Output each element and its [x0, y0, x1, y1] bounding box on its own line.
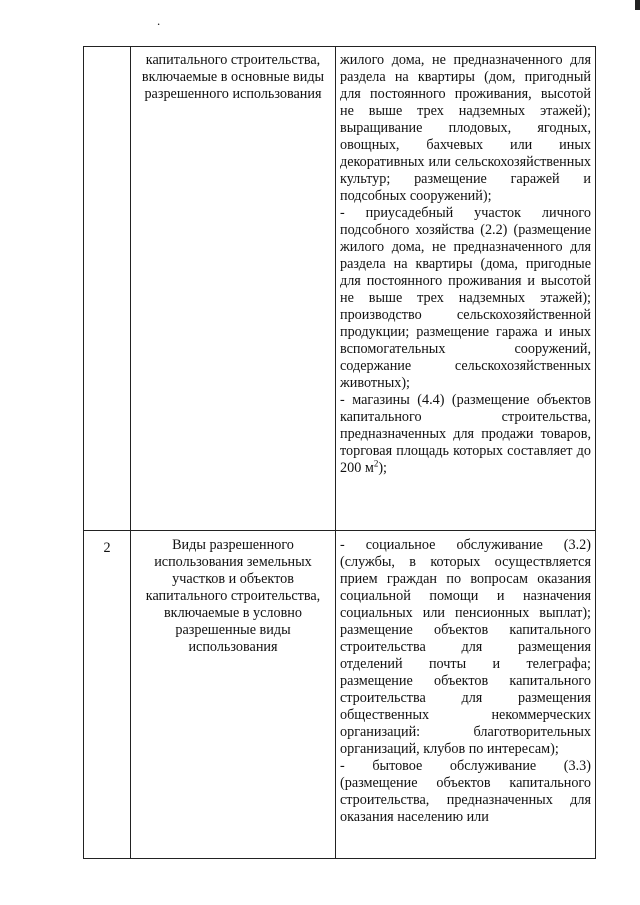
superscript: 2: [373, 458, 379, 469]
row-number: 2: [84, 531, 131, 859]
description-text: );: [378, 460, 387, 476]
use-description: [336, 531, 596, 859]
row-number: [84, 47, 131, 531]
use-description: [336, 47, 596, 531]
page-mark: .: [157, 13, 161, 28]
description-text: - магазины (4.4) (размещение объектов капитального строительства, предназначенных для продажи товаров, торговая площадь которых составляет до 200 м: [340, 392, 591, 476]
scan-corner-mark: [635, 0, 640, 10]
description-paragraph: - приусадебный участок личного подсобного хозяйства (2.2) (размещение жилого дома, не предназначенного для раздела на квартиры (дома, пригодные для постоянного проживания и высотой не выше трех надземных этажей); производство сельскохозяйственной продукции; размещение гаража и иных вспомогательных сооружений, содержание сельскохозяйственных животных);: [340, 205, 591, 391]
use-category: Виды разрешенного использования земельных участков и объектов капитального строительства, включаемые в условно разрешенные виды использования: [131, 531, 336, 859]
description-paragraph: [340, 392, 591, 477]
description-paragraph: - бытовое обслуживание (3.3) (размещение объектов капитального строительства, предназначенных для оказания населению или: [340, 758, 591, 825]
table-row: [84, 47, 596, 531]
use-category: капитального строительства, включаемые в основные виды разрешенного использования: [131, 47, 336, 531]
table-row: [84, 531, 596, 859]
description-paragraph: - социальное обслуживание (3.2) (службы, в которых осуществляется прием граждан по вопросам оказания социальной помощи и назначения социальных или пенсионных выплат); размещение объектов капитального строительства для размещения отделений почты и телеграфа; размещение объектов капитального строительства для размещения общественных некоммерческих организаций: благотворительных организаций, клубов по интересам);: [340, 537, 591, 757]
description-paragraph: жилого дома, не предназначенного для раздела на квартиры (дом, пригодный для постоянного проживания, высотой не выше трех надземных этажей); выращивание плодовых, ягодных, овощных, бахчевых или иных декоративных или сельскохозяйственных культур; размещение гаражей и подсобных сооружений);: [340, 52, 591, 204]
permitted-use-table: [83, 46, 596, 859]
